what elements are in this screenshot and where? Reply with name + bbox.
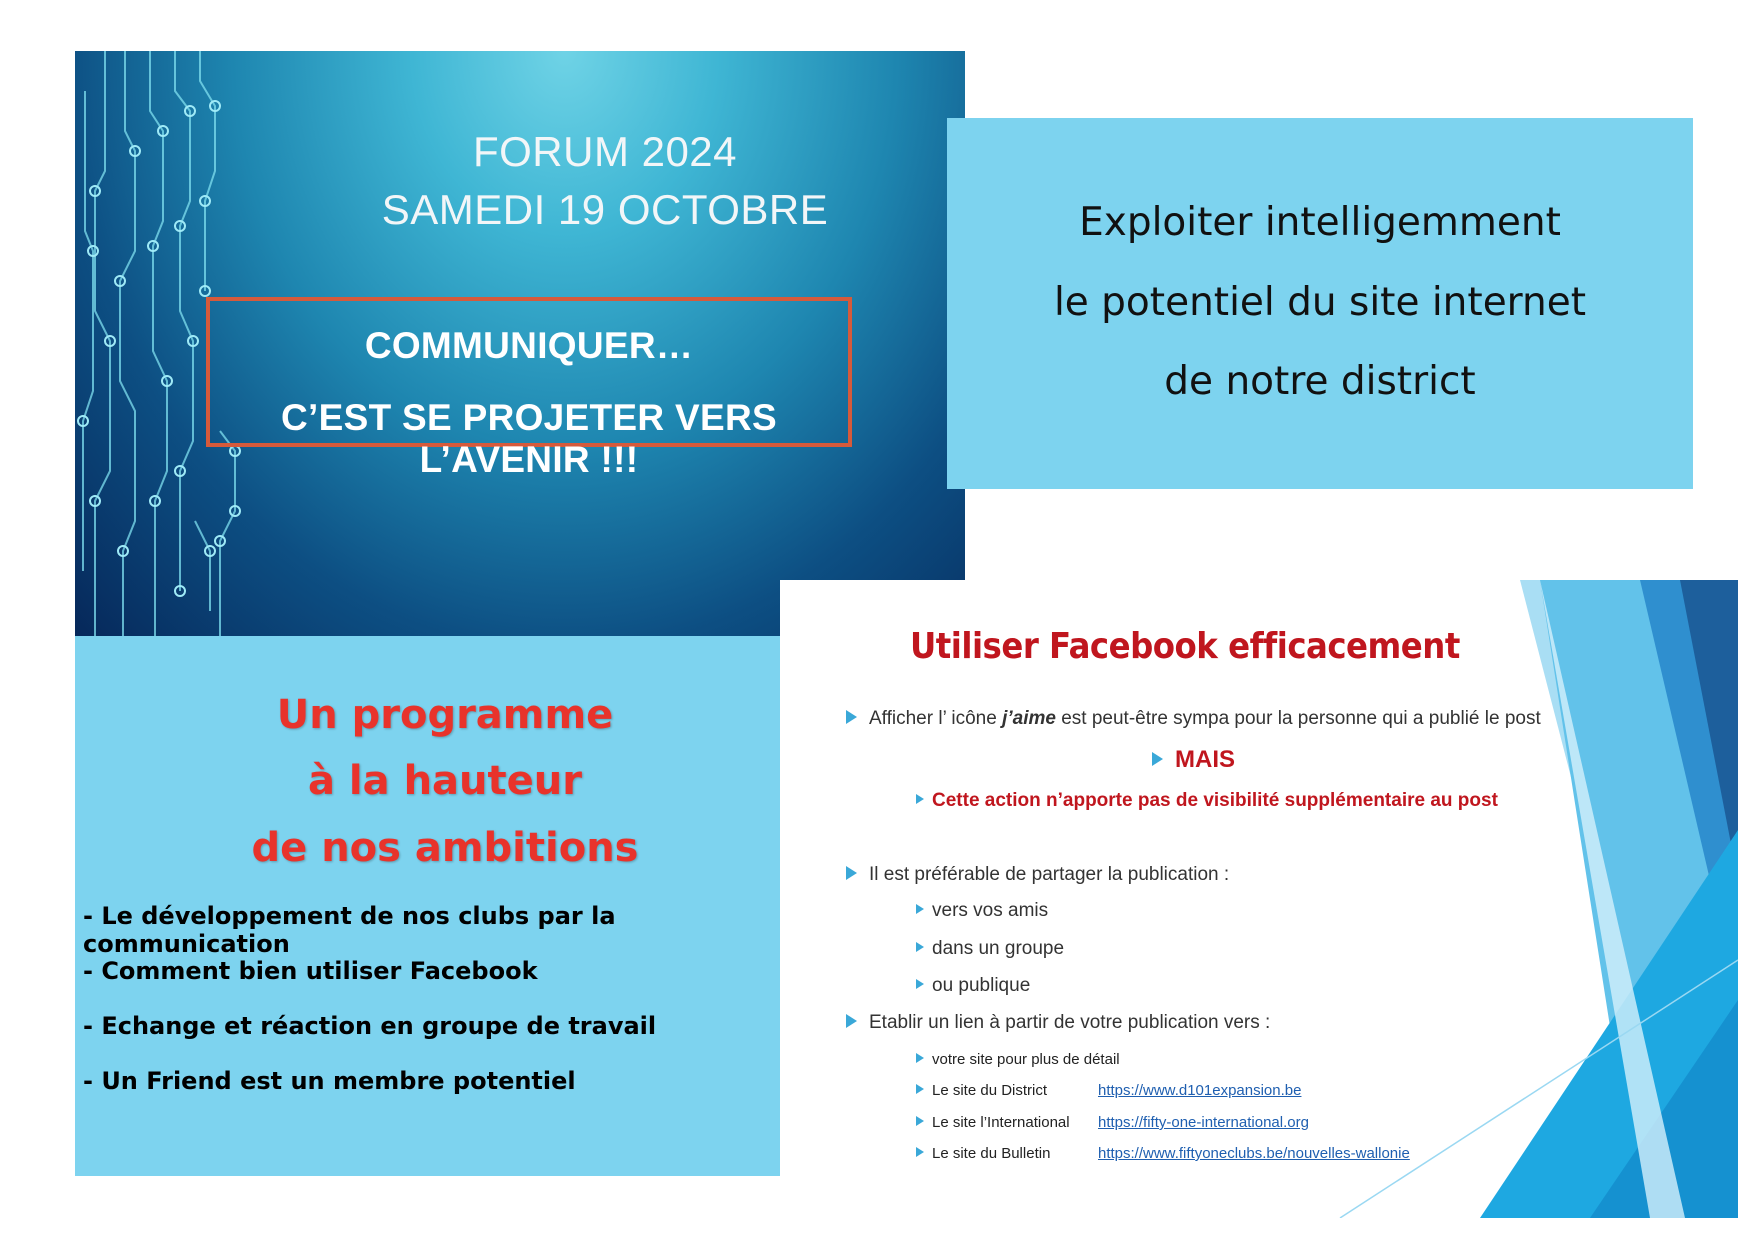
programme-heading-1: Un programme — [276, 692, 614, 738]
programme-item: - Echange et réaction en groupe de travail — [83, 1012, 657, 1040]
programme-item: - Le développement de nos clubs par la communication — [83, 902, 616, 958]
exploit-line-2: le potentiel du site internet — [1053, 280, 1587, 325]
triangle-bullet-icon — [846, 710, 857, 724]
exploit-line-1: Exploiter intelligemment — [1079, 200, 1561, 245]
programme-heading-3: de nos ambitions — [251, 825, 639, 871]
triangle-bullet-icon — [846, 866, 857, 880]
forum-slide — [75, 51, 965, 636]
share-option: dans un groupe — [916, 938, 1064, 960]
cette-action-row: Cette action n’apporte pas de visibilité supplémentaire au post — [916, 790, 1498, 812]
link-row: Le site l’International — [916, 1114, 1070, 1131]
link-row: Le site du Bulletin — [916, 1145, 1050, 1162]
slogan-box — [206, 297, 852, 480]
afficher-row: Afficher l’ icône j’aime est peut-être sympa pour la personne qui a publié le post — [846, 708, 1541, 730]
triangle-bullet-icon — [916, 794, 924, 804]
triangle-bullet-icon — [916, 1147, 924, 1157]
exploit-panel — [947, 118, 1693, 489]
slogan-line-1: COMMUNIQUER… — [364, 325, 694, 366]
preferable-row: Il est préférable de partager la publication : — [846, 864, 1229, 886]
facebook-slide — [780, 580, 1738, 1218]
triangle-bullet-icon — [916, 1084, 924, 1094]
triangle-bullet-icon — [916, 942, 924, 952]
programme-panel — [75, 636, 811, 1176]
share-option: ou publique — [916, 975, 1030, 997]
triangle-bullet-icon — [916, 1053, 924, 1063]
slogan-line-2: C’EST SE PROJETER VERS L’AVENIR !!! — [281, 397, 777, 480]
triangle-bullet-icon — [916, 904, 924, 914]
mais-row: MAIS — [1152, 746, 1235, 774]
link-row: Le site du District — [916, 1082, 1047, 1099]
facebook-title: Utiliser Facebook efficacement — [910, 626, 1460, 667]
share-option: vers vos amis — [916, 900, 1048, 922]
programme-heading-2: à la hauteur — [308, 758, 582, 804]
programme-item: - Comment bien utiliser Facebook — [83, 957, 538, 985]
bulletin-link[interactable]: https://www.fiftyoneclubs.be/nouvelles-wallonie — [1098, 1145, 1410, 1162]
forum-title: FORUM 2024 — [472, 128, 738, 175]
district-link[interactable]: https://www.d101expansion.be — [1098, 1082, 1302, 1099]
detail-row: votre site pour plus de détail — [916, 1051, 1120, 1068]
triangle-bullet-icon — [916, 979, 924, 989]
triangle-bullet-icon — [846, 1014, 857, 1028]
forum-date: SAMEDI 19 OCTOBRE — [381, 186, 829, 233]
triangle-bullet-icon — [916, 1116, 924, 1126]
etablir-row: Etablir un lien à partir de votre publication vers : — [846, 1012, 1270, 1034]
international-link[interactable]: https://fifty-one-international.org — [1098, 1114, 1309, 1131]
exploit-line-3: de notre district — [1164, 359, 1476, 404]
triangle-bullet-icon — [1152, 752, 1163, 766]
programme-item: - Un Friend est un membre potentiel — [83, 1067, 576, 1095]
